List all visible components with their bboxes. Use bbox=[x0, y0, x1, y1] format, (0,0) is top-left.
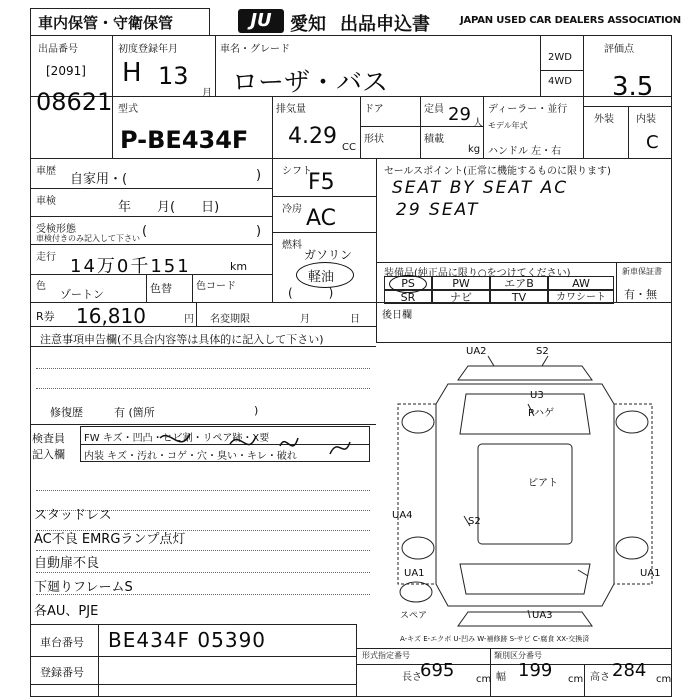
displacement: 4.29 bbox=[288, 124, 337, 149]
row-divider bbox=[30, 188, 272, 189]
diagram-label-ua1-right: UA1 bbox=[640, 568, 661, 579]
org-name: 愛知 bbox=[290, 14, 326, 35]
row-divider bbox=[30, 656, 356, 657]
col-divider bbox=[146, 274, 147, 302]
acceptance-paren-close: ) bbox=[256, 224, 262, 239]
width-label: 幅 bbox=[496, 672, 506, 683]
col-divider bbox=[540, 35, 541, 96]
rating-divider bbox=[628, 106, 629, 158]
color-value: ゾートン bbox=[60, 288, 104, 301]
equipment-label: 装備品(純正品に限り○をつけてください) bbox=[384, 268, 571, 279]
acceptance-note: 車検付きのみ記入して下さい bbox=[36, 234, 140, 243]
col-divider bbox=[584, 664, 585, 697]
recycle-label: R券 bbox=[36, 310, 55, 323]
sales-points-label: セールスポイント(正常に機能するものに限ります) bbox=[384, 166, 611, 177]
car-name-label: 車名・グレード bbox=[220, 44, 290, 55]
assoc-name: JAPAN USED CAR DEALERS ASSOCIATION bbox=[460, 15, 681, 26]
mileage: 14万0千151 bbox=[70, 256, 191, 277]
handle-label: ハンドル 左・右 bbox=[488, 146, 562, 157]
equip-ps: PS bbox=[384, 276, 432, 290]
diagram-label-s2-top: S2 bbox=[536, 346, 549, 357]
chassis-label: 車台番号 bbox=[40, 636, 84, 649]
length: 695 bbox=[420, 660, 455, 681]
col-divider bbox=[490, 648, 491, 664]
row-divider bbox=[272, 196, 376, 197]
storage-notice: 車内保管・守衛保管 bbox=[38, 14, 174, 32]
interior-grade: C bbox=[646, 132, 659, 153]
row-divider bbox=[376, 262, 672, 263]
interior-label: 内装 bbox=[636, 114, 656, 125]
cooler: AC bbox=[306, 206, 337, 231]
diagram-label-piato: ピアト bbox=[528, 478, 558, 489]
width: 199 bbox=[518, 660, 553, 681]
handwritten-note-2: AC不良 EMRGランプ点灯 bbox=[34, 532, 186, 547]
row-divider bbox=[30, 216, 272, 217]
sales-point-line1: SEAT BY SEAT AC bbox=[392, 178, 569, 198]
bus-damage-diagram bbox=[378, 344, 672, 644]
note-line bbox=[36, 572, 370, 573]
col-divider bbox=[483, 96, 484, 158]
lot-label: 出品番号 bbox=[38, 44, 78, 55]
row-divider bbox=[356, 648, 672, 649]
repair-label: 修復歴 bbox=[50, 406, 83, 419]
load-label: 積載 bbox=[424, 134, 444, 145]
fuel-label: 燃料 bbox=[282, 240, 302, 251]
dealer-label: ディーラー・並行 bbox=[488, 104, 568, 115]
col-divider bbox=[192, 274, 193, 302]
handwritten-note-3: 自動扉不良 bbox=[34, 556, 100, 571]
note-line bbox=[36, 490, 370, 491]
acceptance-label: 受検形態 bbox=[36, 224, 76, 235]
history-label: 車歴 bbox=[36, 166, 56, 177]
inspection-label: 車検 bbox=[36, 196, 56, 207]
form-number-label: 形式指定番号 bbox=[362, 651, 410, 660]
diagram-label-ua4: UA4 bbox=[392, 510, 413, 521]
row-divider bbox=[360, 126, 483, 127]
car-name: ローザ・バス bbox=[232, 68, 389, 98]
cc-unit: CC bbox=[342, 142, 356, 153]
remarks-label: 後日欄 bbox=[382, 310, 412, 321]
recycle-yen: 円 bbox=[184, 314, 194, 325]
mileage-label: 走行 bbox=[36, 252, 56, 263]
capacity: 29 bbox=[448, 104, 471, 125]
handwritten-note-5: 各AU、PJE bbox=[34, 604, 99, 619]
col-divider bbox=[376, 302, 377, 342]
lot-number: 08621 bbox=[36, 88, 113, 116]
equip-sr: SR bbox=[384, 290, 432, 304]
col-divider bbox=[272, 96, 273, 158]
mileage-unit: km bbox=[230, 260, 248, 273]
handwritten-note-4: 下廻りフレームS bbox=[34, 580, 133, 595]
new-warranty-options: 有・無 bbox=[624, 288, 657, 301]
row-divider bbox=[30, 244, 272, 245]
drive-4wd: 4WD bbox=[548, 76, 572, 87]
first-reg-label: 初度登録年月 bbox=[118, 44, 178, 55]
name-change-label: 名変期限 bbox=[210, 314, 250, 325]
history-value: 自家用・( bbox=[70, 172, 128, 187]
length-label: 長さ bbox=[402, 672, 422, 683]
color-label: 色 bbox=[36, 281, 46, 292]
diagram-label-ua1-left: UA1 bbox=[404, 568, 425, 579]
row-divider bbox=[30, 624, 356, 625]
kg-unit: kg bbox=[468, 144, 481, 155]
width-unit: cm bbox=[568, 674, 584, 685]
inspection-row2: 内装 キズ・汚れ・コゲ・穴・臭い・キレ・破れ bbox=[84, 451, 297, 462]
col-divider bbox=[98, 624, 99, 697]
history-close: ) bbox=[256, 168, 262, 183]
repair-value: 有 (箇所 bbox=[114, 406, 155, 419]
col-divider bbox=[360, 96, 361, 158]
diagram-label-p-hage: Pハゲ bbox=[528, 408, 555, 419]
row-divider bbox=[30, 346, 376, 347]
rating-label: 評価点 bbox=[604, 44, 634, 55]
diagram-label-s2-side: S2 bbox=[468, 516, 481, 527]
chassis-number: BE434F 05390 bbox=[108, 628, 267, 652]
capacity-unit: 人 bbox=[473, 118, 483, 129]
equip-tv: TV bbox=[490, 290, 548, 304]
cooler-label: 冷房 bbox=[282, 204, 302, 215]
col-divider bbox=[583, 35, 584, 158]
lot-bracket-number: [2091] bbox=[46, 64, 86, 78]
name-change-month: 月 bbox=[300, 314, 310, 325]
capacity-label: 定員 bbox=[424, 104, 444, 115]
shift-label: シフト bbox=[282, 166, 312, 177]
register-label: 登録番号 bbox=[40, 666, 84, 679]
logo-text: JU bbox=[250, 10, 272, 31]
note-line bbox=[36, 550, 370, 551]
equip-airbag: エアB bbox=[490, 276, 548, 290]
caution-label: 注意事項申告欄(不具合内容等は具体的に記入して下さい) bbox=[40, 333, 324, 346]
diagram-label-u3: U3 bbox=[530, 390, 544, 401]
equip-pw: PW bbox=[432, 276, 490, 290]
diagram-label-ua3: UA3 bbox=[532, 610, 553, 621]
color-code-label: 色コード bbox=[196, 281, 236, 292]
form-title: 出品申込書 bbox=[340, 14, 430, 35]
inspection-text: 年 月( 日) bbox=[118, 200, 220, 215]
fuel-paren: ( ) bbox=[288, 286, 334, 300]
col-divider bbox=[196, 302, 197, 326]
reg-era: H bbox=[122, 58, 142, 88]
shift: F5 bbox=[308, 170, 335, 195]
inspector-label: 検査員 bbox=[32, 432, 65, 445]
equip-leather: カワシート bbox=[548, 290, 614, 304]
col-divider bbox=[272, 158, 273, 302]
repaint-label: 色替 bbox=[150, 282, 172, 295]
diagram-label-spare: スペア bbox=[400, 611, 428, 621]
note-line bbox=[36, 388, 370, 389]
ju-logo bbox=[238, 9, 284, 33]
handwritten-note-1: スタッドレス bbox=[34, 508, 112, 523]
displacement-label: 排気量 bbox=[276, 104, 306, 115]
entry-label: 記入欄 bbox=[32, 448, 65, 461]
equip-navi: ナビ bbox=[432, 290, 490, 304]
recycle-amount: 16,810 bbox=[76, 304, 146, 328]
rating-score: 3.5 bbox=[612, 72, 654, 102]
shape-label: 形状 bbox=[364, 134, 384, 145]
row-divider bbox=[30, 684, 356, 685]
length-unit: cm bbox=[476, 674, 492, 685]
name-change-day: 日 bbox=[350, 314, 360, 325]
sales-point-line2: 29 SEAT bbox=[396, 200, 480, 220]
reg-year: 13 bbox=[158, 62, 189, 90]
col-divider bbox=[490, 664, 491, 697]
new-warranty-label: 新車保証書 bbox=[622, 267, 662, 276]
scribble-marks bbox=[80, 424, 370, 464]
model-label: 型式 bbox=[118, 104, 138, 115]
damage-legend: A-キズ E-エクボ U-凹み W-補修跡 S-サビ C-腐食 XX-交換済 bbox=[400, 635, 590, 643]
height-unit: cm bbox=[656, 674, 672, 685]
height-label: 高さ bbox=[590, 672, 610, 683]
col-divider bbox=[420, 96, 421, 158]
month-unit: 月 bbox=[202, 88, 212, 99]
exterior-label: 外装 bbox=[594, 114, 614, 125]
note-line bbox=[36, 368, 370, 369]
inspection-row1: FW キズ・凹凸・ヒビ割・リペア跡・X要 bbox=[84, 433, 270, 444]
fuel-gas: ガソリン bbox=[304, 248, 353, 262]
fuel-diesel: 軽油 bbox=[308, 270, 335, 285]
row-divider bbox=[30, 158, 672, 159]
repair-close: ) bbox=[254, 404, 259, 417]
drive-2wd: 2WD bbox=[548, 52, 572, 63]
col-divider bbox=[215, 35, 216, 96]
drive-divider bbox=[540, 70, 583, 71]
door-label: ドア bbox=[364, 104, 384, 115]
model: P-BE434F bbox=[120, 126, 249, 154]
col-divider bbox=[376, 158, 377, 302]
model-year-label: モデル年式 bbox=[488, 121, 528, 130]
col-divider bbox=[356, 624, 357, 697]
col-divider bbox=[616, 262, 617, 302]
acceptance-paren: ( bbox=[142, 224, 148, 239]
row-divider bbox=[376, 342, 672, 343]
diagram-label-ua2: UA2 bbox=[466, 346, 487, 357]
height: 284 bbox=[612, 660, 647, 681]
row-divider bbox=[272, 232, 376, 233]
class-number-label: 類別区分番号 bbox=[494, 651, 542, 660]
equip-aw: AW bbox=[548, 276, 614, 290]
